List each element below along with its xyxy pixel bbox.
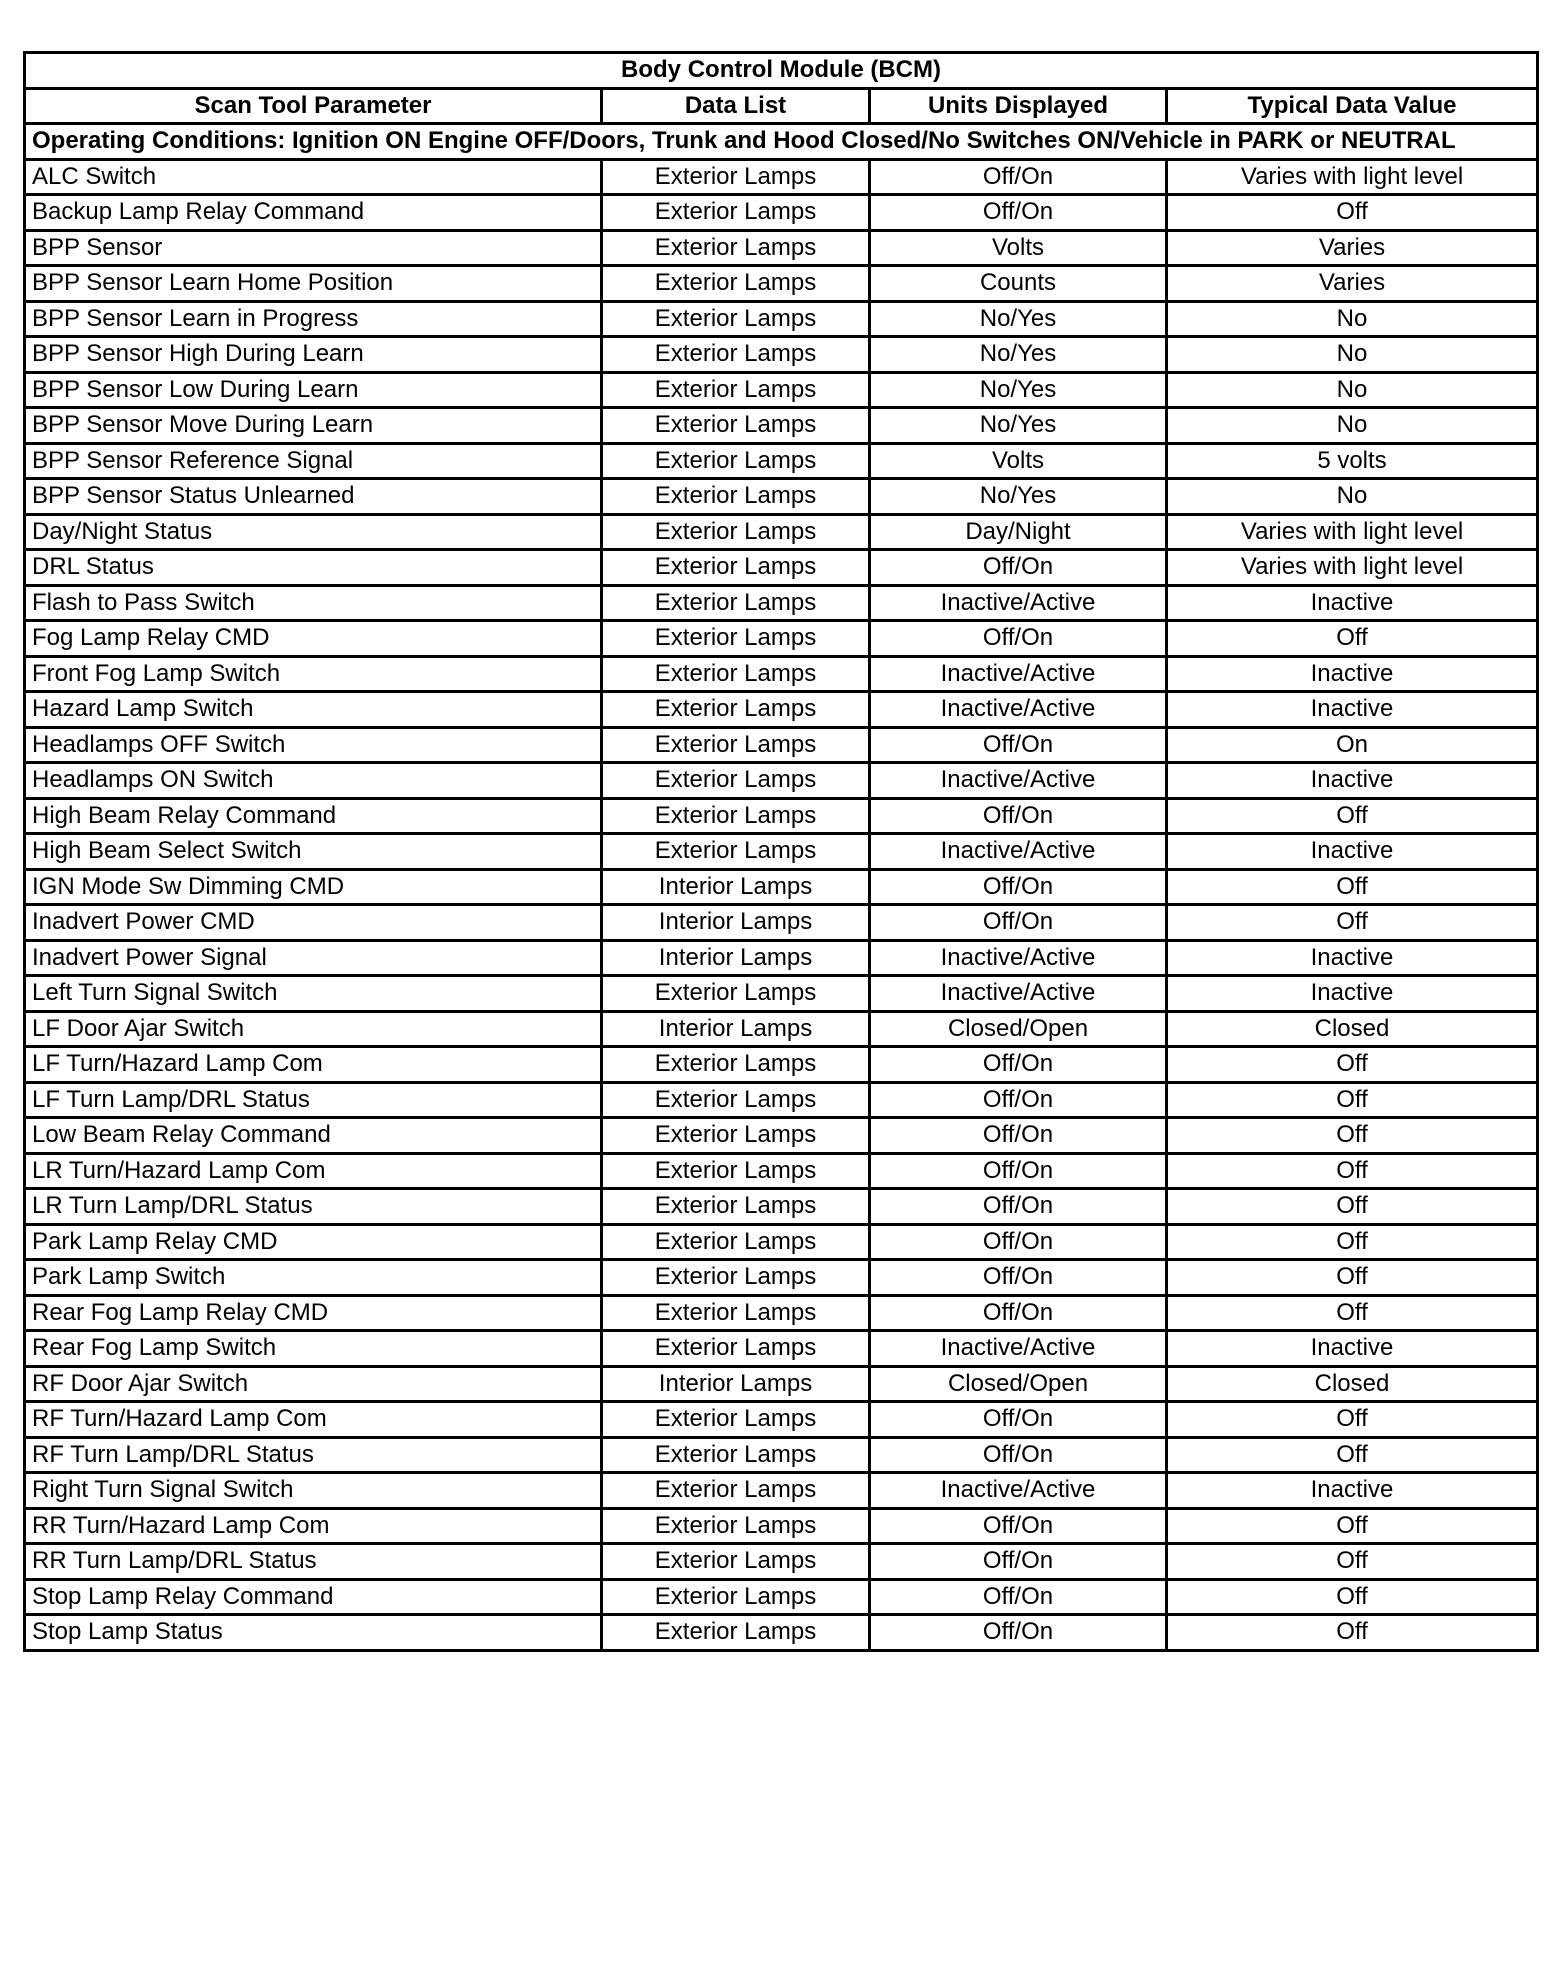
cell-typical-value: No (1167, 301, 1538, 337)
table-row (25, 1011, 1538, 1047)
cell-units: Off/On (870, 1544, 1167, 1580)
cell-data-list: Interior Lamps (602, 869, 870, 905)
cell-parameter: RF Turn/Hazard Lamp Com (25, 1402, 602, 1438)
cell-typical-value: Varies (1167, 266, 1538, 302)
cell-typical-value: Off (1167, 1402, 1538, 1438)
cell-units: No/Yes (870, 408, 1167, 444)
table-row (25, 1153, 1538, 1189)
cell-units: Inactive/Active (870, 1473, 1167, 1509)
cell-typical-value: Off (1167, 1544, 1538, 1580)
cell-units: No/Yes (870, 372, 1167, 408)
cell-typical-value: Off (1167, 1118, 1538, 1154)
cell-data-list: Exterior Lamps (602, 230, 870, 266)
table-row (25, 230, 1538, 266)
cell-units: Off/On (870, 159, 1167, 195)
cell-typical-value: Varies with light level (1167, 514, 1538, 550)
cell-typical-value: No (1167, 479, 1538, 515)
cell-data-list: Exterior Lamps (602, 1047, 870, 1083)
cell-parameter: Day/Night Status (25, 514, 602, 550)
cell-data-list: Exterior Lamps (602, 1508, 870, 1544)
cell-units: Inactive/Active (870, 940, 1167, 976)
cell-data-list: Exterior Lamps (602, 337, 870, 373)
cell-parameter: Front Fog Lamp Switch (25, 656, 602, 692)
cell-parameter: Low Beam Relay Command (25, 1118, 602, 1154)
cell-units: Closed/Open (870, 1011, 1167, 1047)
cell-units: Inactive/Active (870, 692, 1167, 728)
cell-units: Off/On (870, 1402, 1167, 1438)
cell-parameter: Inadvert Power Signal (25, 940, 602, 976)
cell-units: Off/On (870, 1260, 1167, 1296)
cell-units: Off/On (870, 1508, 1167, 1544)
cell-typical-value: Inactive (1167, 656, 1538, 692)
header-data-list: Data List (602, 88, 870, 124)
cell-data-list: Exterior Lamps (602, 301, 870, 337)
cell-typical-value: Inactive (1167, 1473, 1538, 1509)
table-row (25, 443, 1538, 479)
cell-data-list: Exterior Lamps (602, 798, 870, 834)
cell-parameter: High Beam Relay Command (25, 798, 602, 834)
cell-parameter: RF Turn Lamp/DRL Status (25, 1437, 602, 1473)
cell-data-list: Exterior Lamps (602, 1615, 870, 1651)
cell-data-list: Exterior Lamps (602, 1260, 870, 1296)
cell-parameter: RR Turn/Hazard Lamp Com (25, 1508, 602, 1544)
cell-data-list: Exterior Lamps (602, 159, 870, 195)
cell-data-list: Exterior Lamps (602, 656, 870, 692)
cell-data-list: Exterior Lamps (602, 692, 870, 728)
cell-units: Off/On (870, 1118, 1167, 1154)
header-units-displayed: Units Displayed (870, 88, 1167, 124)
cell-parameter: BPP Sensor Learn in Progress (25, 301, 602, 337)
cell-data-list: Exterior Lamps (602, 727, 870, 763)
table-row (25, 1473, 1538, 1509)
table-row (25, 514, 1538, 550)
cell-typical-value: Inactive (1167, 834, 1538, 870)
cell-data-list: Exterior Lamps (602, 1153, 870, 1189)
cell-typical-value: Off (1167, 1615, 1538, 1651)
cell-units: No/Yes (870, 301, 1167, 337)
cell-typical-value: Off (1167, 1260, 1538, 1296)
cell-parameter: IGN Mode Sw Dimming CMD (25, 869, 602, 905)
cell-parameter: Left Turn Signal Switch (25, 976, 602, 1012)
cell-data-list: Interior Lamps (602, 905, 870, 941)
operating-conditions-row (25, 124, 1538, 160)
table-row (25, 1437, 1538, 1473)
cell-units: Off/On (870, 195, 1167, 231)
cell-units: Inactive/Active (870, 656, 1167, 692)
table-row (25, 1331, 1538, 1367)
cell-parameter: Park Lamp Switch (25, 1260, 602, 1296)
cell-typical-value: Off (1167, 1579, 1538, 1615)
cell-typical-value: Inactive (1167, 976, 1538, 1012)
column-header-row (25, 88, 1538, 124)
cell-data-list: Interior Lamps (602, 1011, 870, 1047)
table-row (25, 656, 1538, 692)
table-row (25, 834, 1538, 870)
cell-typical-value: Closed (1167, 1011, 1538, 1047)
cell-units: Off/On (870, 798, 1167, 834)
header-typical-data-value: Typical Data Value (1167, 88, 1538, 124)
cell-parameter: RF Door Ajar Switch (25, 1366, 602, 1402)
table-row (25, 1224, 1538, 1260)
table-row (25, 1295, 1538, 1331)
cell-parameter: Backup Lamp Relay Command (25, 195, 602, 231)
table-title-row (25, 53, 1538, 89)
table-row (25, 479, 1538, 515)
cell-typical-value: Inactive (1167, 585, 1538, 621)
cell-parameter: Stop Lamp Relay Command (25, 1579, 602, 1615)
cell-parameter: BPP Sensor Low During Learn (25, 372, 602, 408)
table-row (25, 621, 1538, 657)
cell-units: Off/On (870, 1189, 1167, 1225)
cell-parameter: RR Turn Lamp/DRL Status (25, 1544, 602, 1580)
cell-typical-value: Varies (1167, 230, 1538, 266)
cell-data-list: Exterior Lamps (602, 834, 870, 870)
table-row (25, 976, 1538, 1012)
table-row (25, 1047, 1538, 1083)
cell-parameter: BPP Sensor Reference Signal (25, 443, 602, 479)
cell-units: Inactive/Active (870, 976, 1167, 1012)
cell-units: Day/Night (870, 514, 1167, 550)
table-row (25, 1615, 1538, 1651)
cell-units: Off/On (870, 1047, 1167, 1083)
cell-units: Off/On (870, 1082, 1167, 1118)
table-row (25, 550, 1538, 586)
cell-typical-value: Off (1167, 905, 1538, 941)
table-row (25, 195, 1538, 231)
cell-parameter: High Beam Select Switch (25, 834, 602, 870)
cell-data-list: Exterior Lamps (602, 1331, 870, 1367)
cell-units: Off/On (870, 1153, 1167, 1189)
cell-typical-value: On (1167, 727, 1538, 763)
cell-typical-value: Off (1167, 1508, 1538, 1544)
cell-parameter: LF Turn/Hazard Lamp Com (25, 1047, 602, 1083)
table-row (25, 408, 1538, 444)
cell-typical-value: No (1167, 372, 1538, 408)
cell-data-list: Exterior Lamps (602, 763, 870, 799)
cell-units: Off/On (870, 621, 1167, 657)
table-row (25, 692, 1538, 728)
cell-data-list: Exterior Lamps (602, 1437, 870, 1473)
table-row (25, 869, 1538, 905)
cell-parameter: BPP Sensor Learn Home Position (25, 266, 602, 302)
cell-units: Volts (870, 230, 1167, 266)
cell-data-list: Exterior Lamps (602, 266, 870, 302)
cell-typical-value: Off (1167, 1082, 1538, 1118)
cell-data-list: Exterior Lamps (602, 621, 870, 657)
cell-typical-value: Inactive (1167, 692, 1538, 728)
table-row (25, 727, 1538, 763)
cell-parameter: LR Turn/Hazard Lamp Com (25, 1153, 602, 1189)
cell-parameter: LR Turn Lamp/DRL Status (25, 1189, 602, 1225)
cell-typical-value: Inactive (1167, 1331, 1538, 1367)
cell-units: Counts (870, 266, 1167, 302)
cell-typical-value: Off (1167, 621, 1538, 657)
cell-typical-value: Off (1167, 1224, 1538, 1260)
cell-typical-value: Closed (1167, 1366, 1538, 1402)
cell-data-list: Exterior Lamps (602, 1295, 870, 1331)
table-row (25, 1366, 1538, 1402)
cell-typical-value: Varies with light level (1167, 159, 1538, 195)
cell-units: Closed/Open (870, 1366, 1167, 1402)
cell-units: Off/On (870, 1615, 1167, 1651)
cell-typical-value: Off (1167, 1189, 1538, 1225)
cell-parameter: Hazard Lamp Switch (25, 692, 602, 728)
cell-typical-value: Off (1167, 869, 1538, 905)
table-row (25, 1579, 1538, 1615)
cell-typical-value: Off (1167, 1437, 1538, 1473)
table-row (25, 301, 1538, 337)
bcm-data-table (23, 51, 1539, 1652)
cell-typical-value: No (1167, 408, 1538, 444)
cell-units: Inactive/Active (870, 834, 1167, 870)
cell-units: Inactive/Active (870, 763, 1167, 799)
table-title: Body Control Module (BCM) (25, 53, 1538, 89)
operating-conditions: Operating Conditions: Ignition ON Engine OFF/Doors, Trunk and Hood Closed/No Switches ON/Vehicle in PARK or NEUTRAL (25, 124, 1538, 160)
cell-parameter: Rear Fog Lamp Relay CMD (25, 1295, 602, 1331)
table-row (25, 1118, 1538, 1154)
table-row (25, 1508, 1538, 1544)
table-row (25, 1189, 1538, 1225)
cell-parameter: Headlamps ON Switch (25, 763, 602, 799)
table-row (25, 763, 1538, 799)
cell-units: Inactive/Active (870, 585, 1167, 621)
cell-units: No/Yes (870, 479, 1167, 515)
cell-data-list: Interior Lamps (602, 1366, 870, 1402)
cell-parameter: LF Turn Lamp/DRL Status (25, 1082, 602, 1118)
cell-typical-value: Off (1167, 195, 1538, 231)
cell-typical-value: 5 volts (1167, 443, 1538, 479)
cell-data-list: Exterior Lamps (602, 514, 870, 550)
cell-data-list: Exterior Lamps (602, 1224, 870, 1260)
cell-typical-value: Off (1167, 1295, 1538, 1331)
cell-data-list: Exterior Lamps (602, 550, 870, 586)
table-row (25, 337, 1538, 373)
cell-data-list: Exterior Lamps (602, 976, 870, 1012)
cell-parameter: Rear Fog Lamp Switch (25, 1331, 602, 1367)
table-row (25, 1402, 1538, 1438)
cell-typical-value: Varies with light level (1167, 550, 1538, 586)
table-row (25, 905, 1538, 941)
cell-data-list: Exterior Lamps (602, 408, 870, 444)
cell-data-list: Exterior Lamps (602, 1082, 870, 1118)
cell-data-list: Exterior Lamps (602, 195, 870, 231)
cell-typical-value: Off (1167, 798, 1538, 834)
table-body (25, 159, 1538, 1650)
cell-units: Off/On (870, 1224, 1167, 1260)
table-row (25, 940, 1538, 976)
cell-typical-value: Off (1167, 1153, 1538, 1189)
cell-data-list: Exterior Lamps (602, 443, 870, 479)
cell-typical-value: Inactive (1167, 763, 1538, 799)
cell-parameter: BPP Sensor Move During Learn (25, 408, 602, 444)
cell-data-list: Exterior Lamps (602, 1579, 870, 1615)
cell-data-list: Exterior Lamps (602, 479, 870, 515)
cell-data-list: Interior Lamps (602, 940, 870, 976)
table-row (25, 1544, 1538, 1580)
cell-units: No/Yes (870, 337, 1167, 373)
table-row (25, 1082, 1538, 1118)
cell-units: Off/On (870, 1295, 1167, 1331)
cell-typical-value: No (1167, 337, 1538, 373)
cell-parameter: BPP Sensor (25, 230, 602, 266)
table-row (25, 266, 1538, 302)
cell-parameter: BPP Sensor High During Learn (25, 337, 602, 373)
cell-parameter: LF Door Ajar Switch (25, 1011, 602, 1047)
cell-parameter: Inadvert Power CMD (25, 905, 602, 941)
cell-units: Off/On (870, 869, 1167, 905)
cell-data-list: Exterior Lamps (602, 1189, 870, 1225)
table-row (25, 798, 1538, 834)
table-row (25, 159, 1538, 195)
cell-parameter: BPP Sensor Status Unlearned (25, 479, 602, 515)
table-row (25, 585, 1538, 621)
cell-parameter: Fog Lamp Relay CMD (25, 621, 602, 657)
cell-units: Off/On (870, 1437, 1167, 1473)
cell-units: Inactive/Active (870, 1331, 1167, 1367)
cell-typical-value: Off (1167, 1047, 1538, 1083)
table-row (25, 1260, 1538, 1296)
cell-parameter: ALC Switch (25, 159, 602, 195)
cell-data-list: Exterior Lamps (602, 372, 870, 408)
cell-data-list: Exterior Lamps (602, 585, 870, 621)
header-scan-tool-parameter: Scan Tool Parameter (25, 88, 602, 124)
cell-data-list: Exterior Lamps (602, 1402, 870, 1438)
cell-parameter: DRL Status (25, 550, 602, 586)
cell-data-list: Exterior Lamps (602, 1544, 870, 1580)
cell-parameter: Stop Lamp Status (25, 1615, 602, 1651)
cell-data-list: Exterior Lamps (602, 1118, 870, 1154)
cell-typical-value: Inactive (1167, 940, 1538, 976)
cell-parameter: Right Turn Signal Switch (25, 1473, 602, 1509)
cell-parameter: Flash to Pass Switch (25, 585, 602, 621)
cell-parameter: Headlamps OFF Switch (25, 727, 602, 763)
cell-units: Off/On (870, 905, 1167, 941)
cell-units: Off/On (870, 1579, 1167, 1615)
cell-units: Volts (870, 443, 1167, 479)
cell-parameter: Park Lamp Relay CMD (25, 1224, 602, 1260)
cell-units: Off/On (870, 727, 1167, 763)
cell-data-list: Exterior Lamps (602, 1473, 870, 1509)
cell-units: Off/On (870, 550, 1167, 586)
table-row (25, 372, 1538, 408)
